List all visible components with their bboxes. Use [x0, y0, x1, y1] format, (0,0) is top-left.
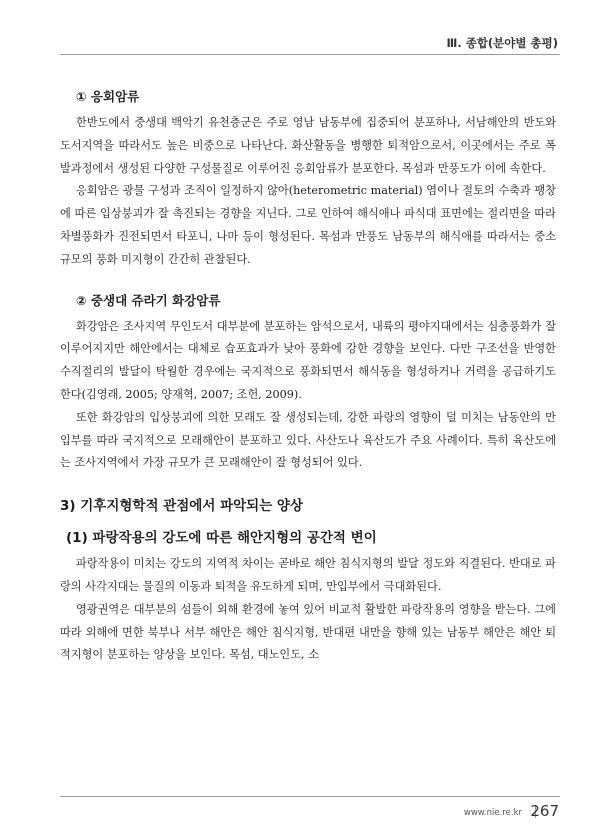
page-number: 267 [530, 802, 559, 820]
section-heading: 3) 기후지형학적 관점에서 파악되는 양상 [60, 498, 304, 515]
paragraph: 영광권역은 대부분의 섬들이 외해 환경에 놓여 있어 비교적 활발한 파랑작용의 영향을 받는다. 그에 따라 외해에 면한 북부나 서부 해안은 해안 침식지형, 반대편 내만을 향해 있는 남동부 해안은 해안 퇴적지형이 분포하는 양상을 보인다. 목섬, 대노인도, 소 [60, 602, 556, 662]
header-divider [60, 54, 560, 55]
subheading-granite: ② 중생대 쥬라기 화강암류 [76, 292, 221, 308]
page-body [60, 86, 556, 667]
subheading-tuff: ① 응회암류 [76, 89, 140, 104]
paragraph: 화강암은 조사지역 무인도서 대부분에 분포하는 암석으로서, 내륙의 평야지대에서는 심층풍화가 잘 이루어지지만 해안에서는 대체로 습포효과가 낮아 풍화에 강한 경향을 보인다. 다만 구조선을 반영한 수직절리의 발달이 탁월한 경우에는 국지적으로 풍화되면서 해식동을 형성하거나 거력을 공급하기도 한다(김영래, 2005; 양재혁, 2007; 조헌, 2009). [60, 319, 556, 401]
footer-url: www.nie.re.kr [463, 808, 522, 818]
paragraph: 한반도에서 중생대 백악기 유천층군은 주로 영남 남동부에 집중되어 분포하나, 서남해안의 반도와 도서지역을 따라서도 높은 비중으로 나타난다. 화산활동을 병행한 퇴적암으로서, 이곳에서는 주로 폭발과정에서 생성된 다양한 구성물질로 이루어진 응회암류가 분포한다. 목섬과 만풍도가 이에 속한다. [60, 116, 556, 175]
paragraph: 또한 화강암의 입상붕괴에 의한 모래도 잘 생성되는데, 강한 파랑의 영향이 덜 미치는 남동안의 만입부를 따라 국지적으로 모래해안이 분포하고 있다. 사산도나 육산도가 주요 사례이다. 특히 육산도에는 조사지역에서 가장 규모가 큰 모래해안이 잘 형성되어 있다. [60, 410, 556, 470]
footer-divider [60, 796, 560, 797]
subsection-heading: (1) 파랑작용의 강도에 따른 해안지형의 공간적 변이 [66, 530, 377, 547]
paragraph: 파랑작용이 미치는 강도의 지역적 차이는 곧바로 해안 침식지형의 발달 정도와 직결된다. 반대로 파랑의 사각지대는 물질의 이동과 퇴적을 유도하게 되며, 만입부에서 극대화된다. [60, 557, 556, 593]
running-header-title: Ⅲ. 종합(분야별 총평) [446, 36, 558, 50]
paragraph: 응회암은 광물 구성과 조직이 일정하지 않아(heterometric material) 염이나 절토의 수축과 팽창에 따른 입상붕괴가 잘 촉진되는 경향을 지닌다. 그로 인하여 해식애나 파식대 표면에는 절리면을 따라 차별풍화가 진전되면서 타포니, 나마 등이 형성된다. 목섬과 만풍도 남동부의 해식애를 따라서는 중소규모의 풍화 미지형이 간간히 관찰된다. [60, 184, 556, 266]
